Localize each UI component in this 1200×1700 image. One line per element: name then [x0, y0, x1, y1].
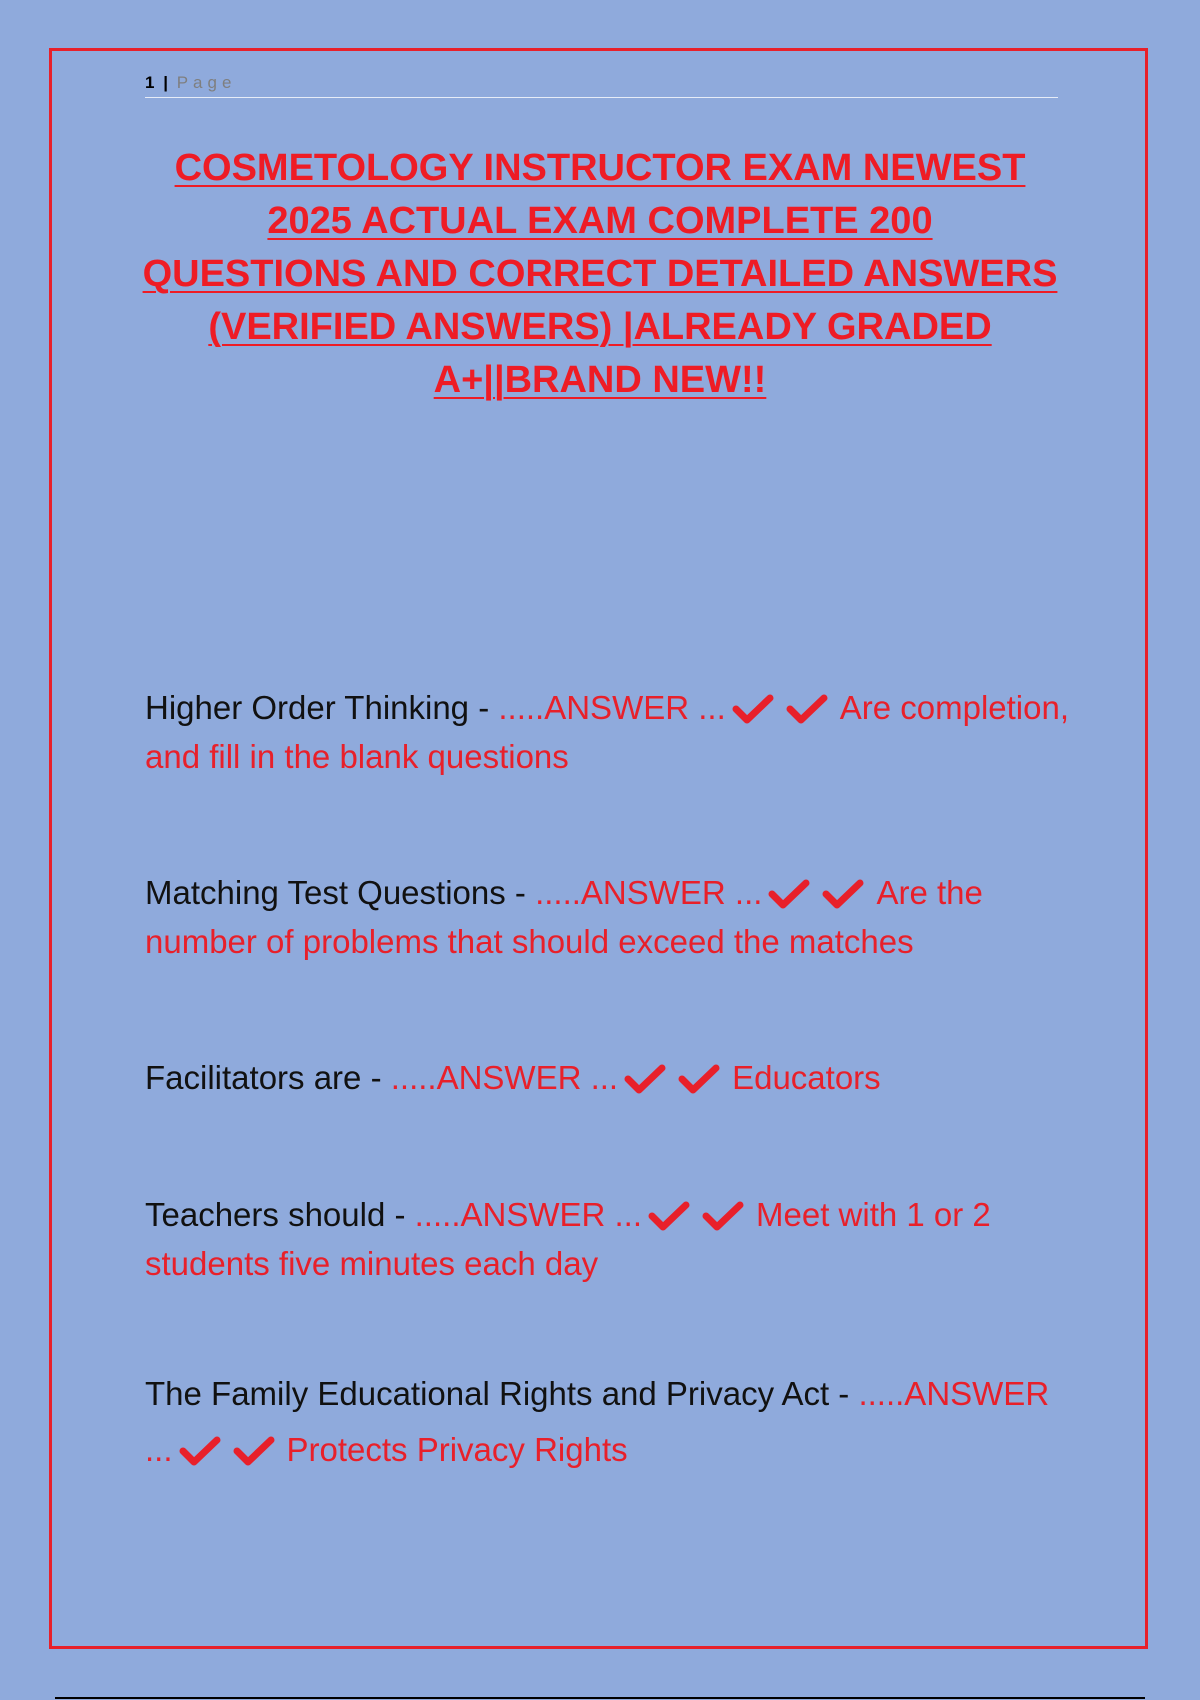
qa-item-matching-test-questions [145, 868, 1080, 966]
answer-text: Are the number of problems that should exceed the matches [145, 874, 983, 960]
answer-text: Are completion, and fill in the blank questions [145, 689, 1070, 775]
checkmark-icon [732, 694, 774, 724]
checkmark-icon [179, 1436, 221, 1466]
question-text: The Family Educational Rights and Privacy Act - [145, 1375, 859, 1412]
answer-text: Meet with 1 or 2 students five minutes each day [145, 1196, 991, 1282]
answer-marker: .....ANSWER ... [390, 1059, 619, 1096]
question-text: Facilitators are - [145, 1059, 391, 1096]
answer-text: Educators [732, 1059, 881, 1096]
qa-item-facilitators [145, 1053, 1080, 1102]
answer-marker: .....ANSWER ... [145, 1375, 1050, 1468]
checkmark-icon [702, 1201, 744, 1231]
qa-item-higher-order-thinking [145, 683, 1080, 781]
checkmark-icon [648, 1201, 690, 1231]
answer-marker: .....ANSWER ... [498, 689, 726, 726]
title-line: 2025 ACTUAL EXAM COMPLETE 200 [267, 200, 933, 242]
checkmark-icon [822, 879, 864, 909]
document-title [130, 142, 1070, 407]
qa-item-teachers-should [145, 1190, 1080, 1288]
checkmark-icon [768, 879, 810, 909]
title-line: QUESTIONS AND CORRECT DETAILED ANSWERS [142, 253, 1058, 295]
question-text: Teachers should - [145, 1196, 415, 1233]
checkmark-icon [786, 694, 828, 724]
checkmark-icon [678, 1064, 720, 1094]
qa-item-ferpa [145, 1366, 1080, 1478]
question-text: Higher Order Thinking - [145, 689, 499, 726]
answer-marker: .....ANSWER ... [414, 1196, 642, 1233]
answer-text: Protects Privacy Rights [286, 1431, 628, 1468]
page-label: Page [176, 73, 237, 92]
checkmark-icon [624, 1064, 666, 1094]
question-text: Matching Test Questions - [145, 874, 536, 911]
footer-rule [55, 1697, 1145, 1699]
page-number: 1 [145, 73, 155, 92]
title-line: (VERIFIED ANSWERS) |ALREADY GRADED [208, 306, 992, 348]
answer-marker: .....ANSWER ... [535, 874, 763, 911]
checkmark-icon [233, 1436, 275, 1466]
page-separator: | [163, 73, 168, 92]
page-header [145, 68, 1058, 98]
title-line: A+||BRAND NEW!! [433, 359, 767, 401]
title-line: COSMETOLOGY INSTRUCTOR EXAM NEWEST [174, 147, 1026, 189]
